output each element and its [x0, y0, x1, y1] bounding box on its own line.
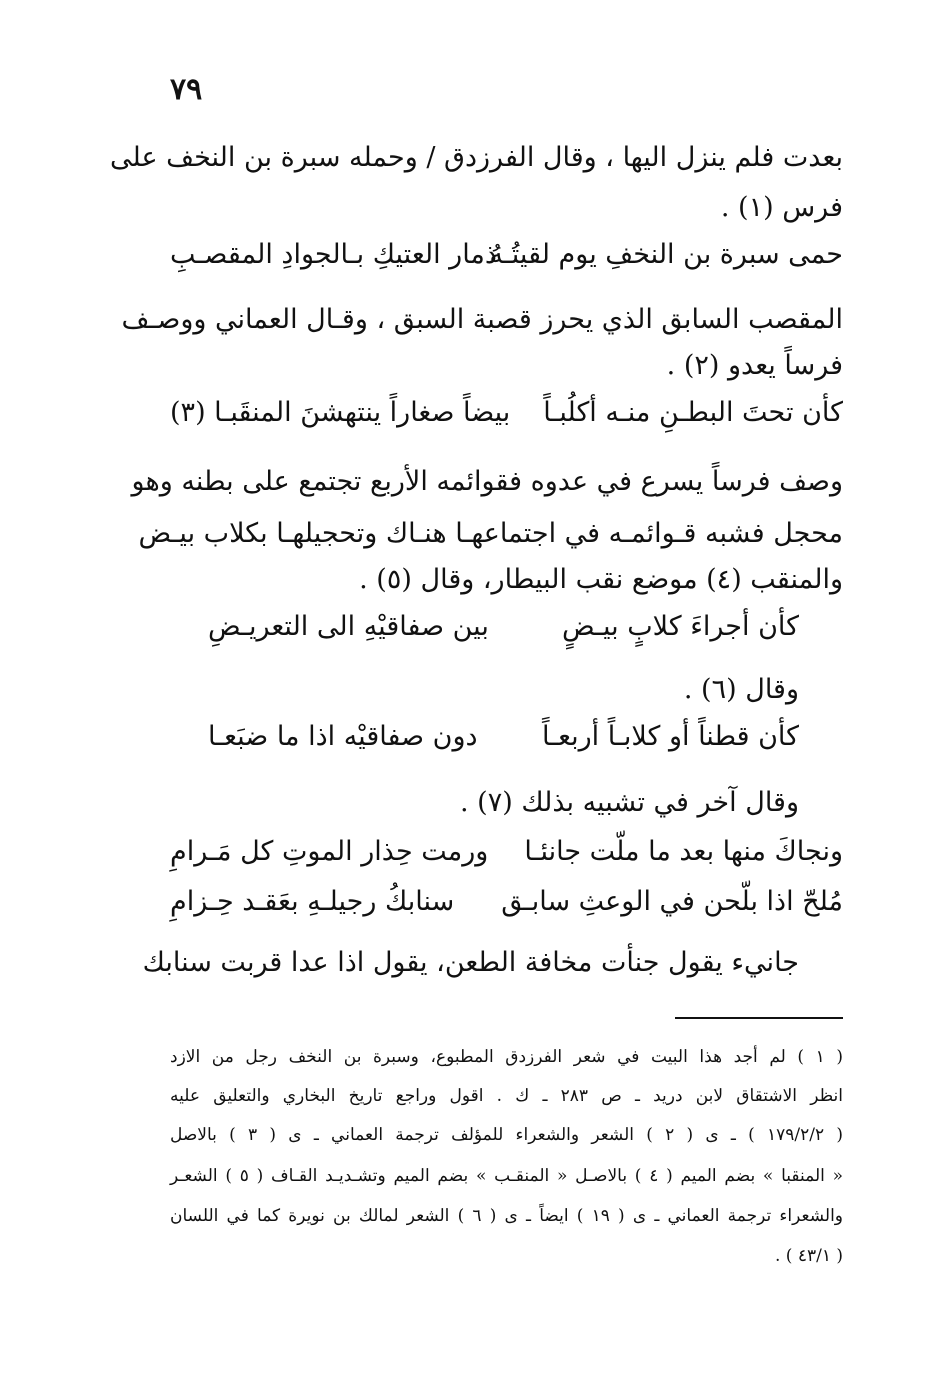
verse-first-hemistich: كأن قطناً أو كلابـاً أربعـاً [541, 721, 799, 752]
footnote-line: ( ٤٣/١ ) . [774, 1246, 843, 1266]
footnote-line: « المنقبا » بضم الميم ( ٤ ) بالاصـل « المنقـب » بضم الميم وتشـديـد القـاف ( ٥ ) الشعـر [170, 1166, 844, 1186]
footnote-line: انظر الاشتقاق لابن دريد ـ ص ٢٨٣ ـ ك . اقول وراجع تاريخ البخاري والتعليق عليه [170, 1086, 843, 1106]
paragraph-line: فرس (١) . [720, 192, 843, 223]
verse-first-hemistich: حمى سبرة بن النخفِ يوم لقيتُـهُ [489, 239, 843, 270]
verse-first-hemistich: كأن تحتَ البطـنِ منـه أكلُبـاً [543, 397, 843, 428]
footnote-line: ( ١ ) لم أجد هذا البيت في شعر الفرزدق المطبوع، وسبرة بن النخف رجل من الازد [170, 1047, 843, 1067]
paragraph-line: المقصب السابق الذي يحرز قصبة السبق ، وقـال العماني ووصـف [121, 304, 843, 335]
verse-second-hemistich: ذمار العتيكِ بـالجوادِ المقصـبِ [170, 239, 497, 270]
paragraph-line: جانيء يقول جنأت مخافة الطعن، يقول اذا عدا قربت سنابك [142, 947, 799, 978]
page-number: ٧٩ [170, 72, 203, 107]
verse-second-hemistich: بين صفاقيْهِ الى التعريـضِ [208, 611, 489, 642]
footnote-divider [675, 1017, 843, 1019]
verse-first-hemistich: مُلحّ اذا بلّحن في الوعثِ سابـق [501, 886, 843, 917]
paragraph-line: وقال (٦) . [683, 674, 799, 705]
verse-second-hemistich: دون صفاقيْه اذا ما ضبَعـا [208, 721, 478, 752]
verse-second-hemistich: سنابكُ رجيلـهِ بعَقـد حِـزامِ [170, 886, 455, 917]
verse-first-hemistich: كأن أجراءَ كلابٍ بيـضٍ [562, 611, 799, 642]
footnote-line: ( ١٧٩/٢/٢ ) ـ ى ( ٢ ) الشعر والشعراء للمؤلف ترجمة العماني ـ ى ( ٣ ) بالاصل [170, 1125, 843, 1145]
verse-first-hemistich: ونجاكَ منها بعد ما ملّت جانئـا [524, 836, 843, 867]
paragraph-line: بعدت فلم ينزل اليها ، وقال الفرزدق / وحمله سبرة بن النخف على [110, 142, 843, 173]
verse-second-hemistich: ورمت حِذار الموتِ كل مَـرامِ [170, 836, 489, 867]
paragraph-line: وقال آخر في تشبيه بذلك (٧) . [460, 787, 799, 818]
verse-second-hemistich: بيضاً صغاراً ينتهشنَ المنقَبـا (٣) [170, 397, 511, 428]
paragraph-line: والمنقب (٤) موضع نقب البيطار، وقال (٥) . [359, 564, 843, 595]
paragraph-line: محجل فشبه قـوائمـه في اجتماعهـا هنـاك وتحجيلهـا بكلاب بيـض [138, 518, 843, 549]
paragraph-line: وصف فرساً يسرع في عدوه فقوائمه الأربع تجتمع على بطنه وهو [131, 466, 843, 497]
paragraph-line: فرساً يعدو (٢) . [666, 350, 843, 381]
footnote-line: والشعراء ترجمة العماني ـ ى ( ١٩ ) ايضاً ـ ى ( ٦ ) الشعر لمالك بن نويرة كما في اللسان [170, 1206, 844, 1226]
